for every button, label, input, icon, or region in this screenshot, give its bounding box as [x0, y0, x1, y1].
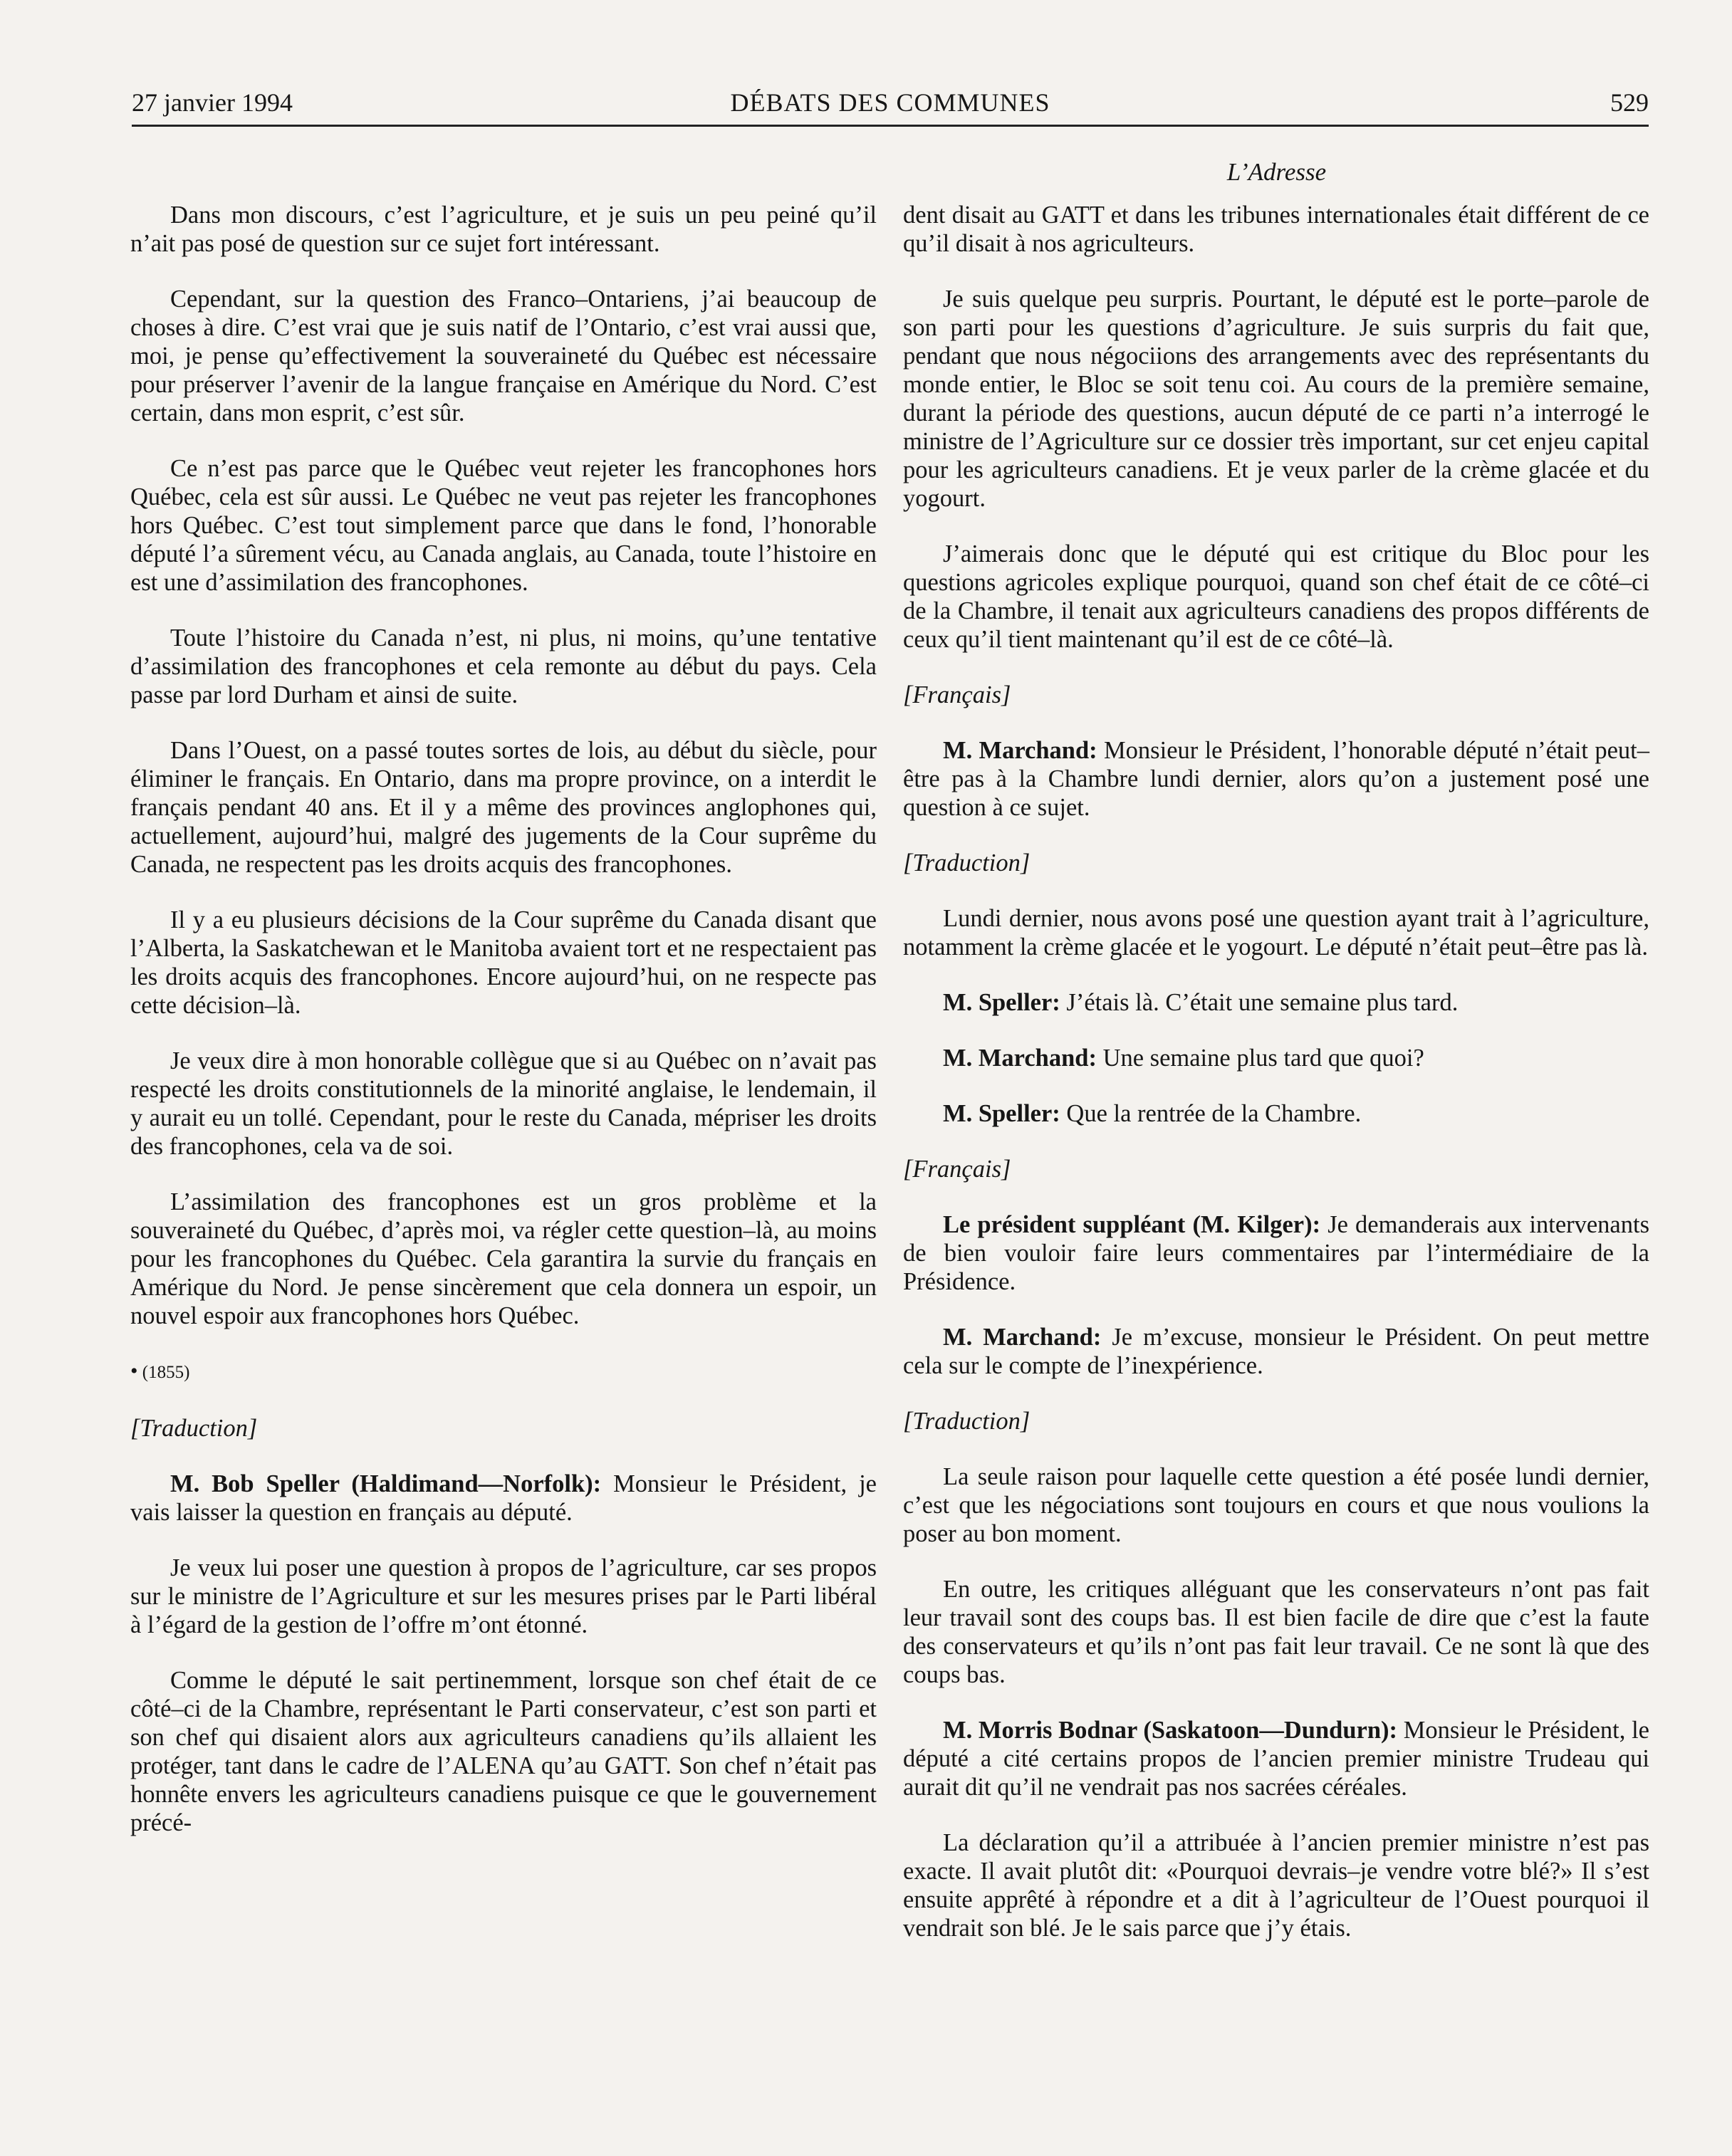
language-label: [Français]	[903, 681, 1011, 708]
speech-paragraph	[903, 1210, 1649, 1296]
speaker-name: M. Speller:	[943, 1100, 1060, 1127]
paragraph-text: Dans mon discours, c’est l’agriculture, et je suis un peu peiné qu’il n’ait pas posé de question sur ce sujet fort intéressant.	[130, 202, 877, 257]
speech-paragraph	[903, 1716, 1649, 1801]
paragraph-text: En outre, les critiques alléguant que les conservateurs n’ont pas fait leur travail sont des coups bas. Il est bien facile de dire que c’est la faute des conservateurs et qu’ils n’ont pas fait leur travail. Ce ne sont là que des coups bas.	[903, 1576, 1649, 1688]
right-column	[903, 201, 1649, 1969]
paragraph-text: J’aimerais donc que le député qui est critique du Bloc pour les questions agricoles explique pourquoi, quand son chef était de ce côté–ci de la Chambre, il tenait aux agriculteurs canadiens des propos différents de ceux qu’il tient maintenant qu’il est de ce côté–là.	[903, 540, 1649, 653]
paragraph-text: Je veux lui poser une question à propos de l’agriculture, car ses propos sur le ministre de l’Agriculture et sur les mesures prises par le Parti libéral à l’égard de la gestion de l’offre m’ont étonné.	[130, 1554, 877, 1638]
speaker-name: M. Speller:	[943, 989, 1060, 1016]
paragraph	[130, 1047, 877, 1161]
paragraph-text: Comme le député le sait pertinemment, lorsque son chef était de ce côté–ci de la Chambre, représentant le Parti conservateur, c’est son parti et son chef qui disaient alors aux agriculteurs canadiens qu’ils allaient les protéger, tant dans le cadre de l’ALENA qu’au GATT. Son chef n’était pas honnête envers les agriculteurs canadiens puisque ce que le gouvernement précé-	[130, 1667, 877, 1836]
paragraph-text: Je suis quelque peu surpris. Pourtant, le député est le porte–parole de son parti pour les questions d’agriculture. Je suis surpris du fait que, pendant que nous négociions des arrangements avec des représentants du monde entier, le Bloc se soit tenu coi. Au cours de la première semaine, durant la période des questions, aucun député de ce parti n’a interrogé le ministre de l’Agriculture sur ce dossier très important, sur cet enjeu capital pour les agriculteurs canadiens. Et je veux parler de la crème glacée et du yogourt.	[903, 286, 1649, 512]
speech-paragraph	[903, 988, 1649, 1017]
left-column	[130, 201, 877, 1864]
paragraph-text: Une semaine plus tard que quoi?	[1096, 1045, 1424, 1072]
paragraph	[130, 285, 877, 427]
paragraph-text: Ce n’est pas parce que le Québec veut rejeter les francophones hors Québec, cela est sûr aussi. Le Québec ne veut pas rejeter les francophones hors Québec. C’est tout simplement parce que dans le fond, l’honorable député l’a sûrement vécu, au Canada anglais, au Canada, toute l’histoire en est une d’assimilation des francophones.	[130, 455, 877, 596]
paragraph	[903, 904, 1649, 961]
paragraph	[903, 1828, 1649, 1942]
paragraph	[130, 1188, 877, 1330]
paragraph-text: Monsieur le Président, je vais laisser la question en français au député.	[130, 1470, 877, 1526]
language-label: [Traduction]	[903, 1408, 1031, 1435]
paragraph-text: Il y a eu plusieurs décisions de la Cour suprême du Canada disant que l’Alberta, la Saskatchewan et le Manitoba avaient tort et ne respectaient pas les droits acquis des francophones. Encore aujourd’hui, on ne respecte pas cette décision–là.	[130, 906, 877, 1019]
paragraph-text: Dans l’Ouest, on a passé toutes sortes de lois, au début du siècle, pour éliminer le français. En Ontario, dans ma propre province, on a interdit le français pendant 40 ans. Et il y a même des provinces anglophones qui, actuellement, aujourd’hui, malgré des jugements de la Cour suprême du Canada, ne respectent pas les droits acquis des francophones.	[130, 737, 877, 878]
paragraph	[130, 736, 877, 879]
paragraph-text: La seule raison pour laquelle cette question a été posée lundi dernier, c’est que les négociations sont toujours en cours et que nous voulions la poser au bon moment.	[903, 1463, 1649, 1547]
paragraph	[130, 624, 877, 709]
paragraph-text: Cependant, sur la question des Franco–Ontariens, j’ai beaucoup de choses à dire. C’est vrai que je suis natif de l’Ontario, c’est vrai aussi que, moi, je pense qu’effectivement la souveraineté du Québec est nécessaire pour préserver l’avenir de la langue française en Amérique du Nord. C’est certain, dans mon esprit, c’est sûr.	[130, 286, 877, 427]
paragraph-text: Monsieur le Président, l’honorable député n’était peut–être pas à la Chambre lundi dernier, alors qu’on a justement posé une question à ce sujet.	[903, 737, 1649, 821]
paragraph-text: J’étais là. C’était une semaine plus tard.	[1060, 989, 1459, 1016]
left-column-body	[130, 201, 877, 1330]
speaker-name: M. Bob Speller (Haldimand—Norfolk):	[170, 1470, 602, 1497]
paragraph	[130, 1666, 877, 1837]
timestamp-time: (1855)	[142, 1363, 190, 1382]
paragraph-text: Toute l’histoire du Canada n’est, ni plus, ni moins, qu’une tentative d’assimilation des francophones et cela remonte au début du pays. Cela passe par lord Durham et ainsi de suite.	[130, 624, 877, 708]
paragraph-text: La déclaration qu’il a attribuée à l’ancien premier ministre n’est pas exacte. Il avait plutôt dit: «Pourquoi devrais–je vendre votre blé?» Il s’est ensuite apprêté à répondre et a dit à l’agriculteur de l’Ouest pourquoi il vendrait son blé. Je le sais parce que j’y étais.	[903, 1829, 1649, 1942]
speaker-name: M. Marchand:	[943, 737, 1097, 764]
paragraph	[903, 285, 1649, 513]
section-subheader: L’Adresse	[1226, 158, 1327, 186]
paragraph	[130, 454, 877, 597]
speaker-name: Le président suppléant (M. Kilger):	[943, 1211, 1321, 1238]
speaker-name: M. Marchand:	[943, 1324, 1102, 1351]
right-column-body	[903, 201, 1649, 1942]
speech-paragraph	[903, 1323, 1649, 1380]
page-number: 529	[1610, 88, 1649, 117]
paragraph	[903, 540, 1649, 654]
paragraph-text: Je m’excuse, monsieur le Président. On peut mettre cela sur le compte de l’inexpérience.	[903, 1324, 1649, 1379]
speaker-name: M. Marchand:	[943, 1045, 1097, 1072]
paragraph	[903, 201, 1649, 258]
paragraph	[130, 1554, 877, 1639]
paragraph	[903, 1462, 1649, 1548]
language-label: [Français]	[903, 1156, 1011, 1183]
paragraph-text: L’assimilation des francophones est un gros problème et la souveraineté du Québec, d’après moi, va régler cette question–là, au moins pour les francophones du Québec. Cela garantira la survie du français en Amérique du Nord. Je pense sincèrement que cela donnera un espoir, un nouvel espoir aux francophones hors Québec.	[130, 1188, 877, 1329]
timestamp	[130, 1357, 877, 1387]
page-header	[132, 75, 1649, 127]
speech-paragraph	[903, 1044, 1649, 1072]
paragraph-text: dent disait au GATT et dans les tribunes internationales était différent de ce qu’il disait à nos agriculteurs.	[903, 202, 1649, 257]
paragraph-text: Lundi dernier, nous avons posé une question ayant trait à l’agriculture, notamment la crème glacée et le yogourt. Le député n’était peut–être pas là.	[903, 905, 1649, 961]
speaker-name: M. Morris Bodnar (Saskatoon—Dundurn):	[943, 1717, 1398, 1744]
header-title: DÉBATS DES COMMUNES	[730, 88, 1050, 117]
language-label: [Traduction]	[130, 1415, 258, 1442]
paragraph-text: Monsieur le Président, le député a cité certains propos de l’ancien premier ministre Trudeau qui aurait dit qu’il ne vendrait pas nos sacrées céréales.	[903, 1717, 1649, 1801]
paragraph	[903, 1575, 1649, 1689]
left-column-continued	[130, 1414, 877, 1837]
speech-paragraph	[903, 1099, 1649, 1128]
paragraph	[130, 906, 877, 1020]
paragraph-text: Je veux dire à mon honorable collègue que si au Québec on n’avait pas respecté les droits constitutionnels de la minorité anglaise, le lendemain, il y aurait eu un tollé. Cependant, pour le reste du Canada, mépriser les droits des francophones, cela va de soi.	[130, 1047, 877, 1160]
language-label: [Traduction]	[903, 849, 1031, 876]
bullet-icon: •	[130, 1359, 138, 1383]
speech-paragraph	[903, 736, 1649, 822]
paragraph-text: Je demanderais aux intervenants de bien vouloir faire leurs commentaires par l’intermédiaire de la Présidence.	[903, 1211, 1650, 1295]
paragraph	[130, 201, 877, 258]
speech-paragraph	[130, 1470, 877, 1527]
header-date: 27 janvier 1994	[132, 88, 293, 117]
paragraph-text: Que la rentrée de la Chambre.	[1060, 1100, 1362, 1127]
